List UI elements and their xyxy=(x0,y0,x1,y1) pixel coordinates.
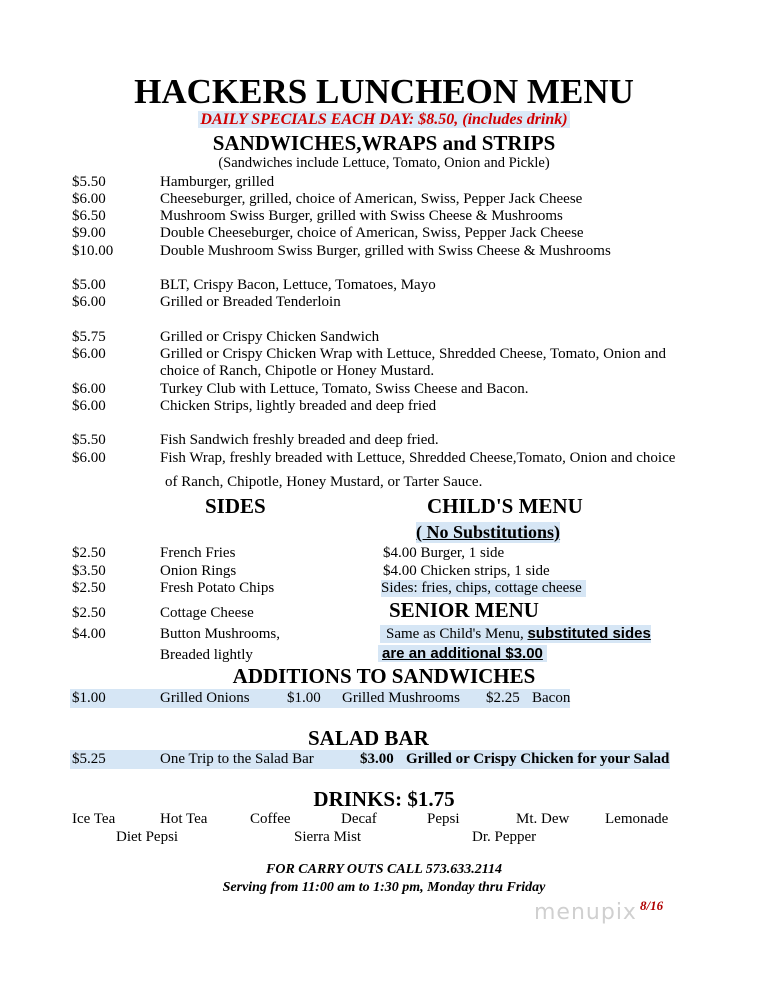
daily-special: DAILY SPECIALS EACH DAY: $8.50, (includes drink) xyxy=(200,111,568,128)
sides-heading: SIDES xyxy=(205,494,266,518)
addition-name: Grilled Onions xyxy=(160,690,250,706)
item-name: Grilled or Crispy Chicken Wrap with Lettuce, Shredded Cheese, Tomato, Onion and xyxy=(160,346,667,362)
child-sides: Sides: fries, chips, cottage cheese xyxy=(381,580,586,597)
sandwiches-heading: SANDWICHES,WRAPS and STRIPS xyxy=(212,131,556,155)
carry-out-line: FOR CARRY OUTS CALL 573.633.2114 xyxy=(266,862,502,877)
item-price: $6.00 xyxy=(72,398,106,414)
salad-chicken-name: Grilled or Crispy Chicken for your Salad xyxy=(406,751,670,767)
side-price: $2.50 xyxy=(72,605,106,621)
item-price: $6.00 xyxy=(72,450,106,466)
item-name: Chicken Strips, lightly breaded and deep fried xyxy=(160,398,437,414)
side-price: $3.50 xyxy=(72,563,106,579)
item-price: $6.00 xyxy=(72,191,106,207)
item-name: Grilled or Breaded Tenderloin xyxy=(160,294,341,310)
senior-line-2: are an additional $3.00 xyxy=(378,645,547,662)
item-name: Turkey Club with Lettuce, Tomato, Swiss Cheese and Bacon. xyxy=(160,381,529,397)
drink-item: Dr. Pepper xyxy=(472,829,537,845)
sandwiches-note: (Sandwiches include Lettuce, Tomato, Onion and Pickle) xyxy=(218,155,550,171)
side-name-cont: Breaded lightly xyxy=(160,647,253,663)
addition-price: $1.00 xyxy=(72,690,106,706)
date-stamp: 8/16 xyxy=(640,898,664,913)
menu-title: HACKERS LUNCHEON MENU xyxy=(134,72,634,111)
item-price: $6.50 xyxy=(72,208,106,224)
item-name: Fish Sandwich freshly breaded and deep fried. xyxy=(160,432,439,448)
drink-item: Mt. Dew xyxy=(516,811,570,827)
senior-line-1: Same as Child's Menu, substituted sides xyxy=(380,625,651,643)
item-price: $5.75 xyxy=(72,329,106,345)
item-price: $6.00 xyxy=(72,346,106,362)
item-price: $5.50 xyxy=(72,432,106,448)
side-name: Button Mushrooms, xyxy=(160,626,281,642)
addition-name: Bacon xyxy=(532,690,571,706)
drink-item: Ice Tea xyxy=(72,811,116,827)
addition-price: $2.25 xyxy=(486,690,520,706)
additions-heading: ADDITIONS TO SANDWICHES xyxy=(232,664,536,688)
item-price: $5.00 xyxy=(72,277,106,293)
item-name-cont: choice of Ranch, Chipotle or Honey Mustard. xyxy=(160,363,435,379)
item-price: $6.00 xyxy=(72,381,106,397)
side-name: Cottage Cheese xyxy=(160,605,254,621)
addition-name: Grilled Mushrooms xyxy=(342,690,460,706)
item-price: $10.00 xyxy=(72,243,114,259)
drink-item: Lemonade xyxy=(605,811,669,827)
item-name: Double Mushroom Swiss Burger, grilled with Swiss Cheese & Mushrooms xyxy=(160,243,611,259)
item-name-cont: of Ranch, Chipotle, Honey Mustard, or Tarter Sauce. xyxy=(165,474,483,490)
item-name: Cheeseburger, grilled, choice of American, Swiss, Pepper Jack Cheese xyxy=(160,191,583,207)
salad-chicken-price: $3.00 xyxy=(360,751,394,767)
item-name: Fish Wrap, freshly breaded with Lettuce, Shredded Cheese,Tomato, Onion and choice xyxy=(160,450,676,466)
child-menu-subheading: ( No Substitutions) xyxy=(416,522,561,542)
drinks-heading: DRINKS: $1.75 xyxy=(313,787,455,811)
drink-item: Diet Pepsi xyxy=(116,829,179,845)
menupix-watermark: menupix xyxy=(534,900,637,925)
side-price: $2.50 xyxy=(72,545,106,561)
item-name: Mushroom Swiss Burger, grilled with Swiss Cheese & Mushrooms xyxy=(160,208,563,224)
drink-item: Sierra Mist xyxy=(294,829,362,845)
side-price: $4.00 xyxy=(72,626,106,642)
child-menu-heading: CHILD'S MENU xyxy=(427,494,583,518)
item-name: Grilled or Crispy Chicken Sandwich xyxy=(160,329,380,345)
drink-item: Hot Tea xyxy=(160,811,208,827)
salad-name: One Trip to the Salad Bar xyxy=(160,751,314,767)
child-item: $4.00 Burger, 1 side xyxy=(383,545,505,561)
drink-item: Coffee xyxy=(250,811,291,827)
addition-price: $1.00 xyxy=(287,690,321,706)
side-name: French Fries xyxy=(160,545,236,561)
child-item: $4.00 Chicken strips, 1 side xyxy=(383,563,550,579)
salad-bar-heading: SALAD BAR xyxy=(308,726,429,750)
item-price: $9.00 xyxy=(72,225,106,241)
drink-item: Decaf xyxy=(341,811,377,827)
side-name: Fresh Potato Chips xyxy=(160,580,275,596)
hours-line: Serving from 11:00 am to 1:30 pm, Monday thru Friday xyxy=(222,880,546,895)
salad-price: $5.25 xyxy=(72,751,106,767)
item-price: $5.50 xyxy=(72,174,106,190)
side-price: $2.50 xyxy=(72,580,106,596)
item-name: Hamburger, grilled xyxy=(160,174,275,190)
item-price: $6.00 xyxy=(72,294,106,310)
drink-item: Pepsi xyxy=(427,811,460,827)
senior-menu-heading: SENIOR MENU xyxy=(389,598,539,622)
item-name: BLT, Crispy Bacon, Lettuce, Tomatoes, Mayo xyxy=(160,277,436,293)
item-name: Double Cheeseburger, choice of American, Swiss, Pepper Jack Cheese xyxy=(160,225,584,241)
side-name: Onion Rings xyxy=(160,563,237,579)
